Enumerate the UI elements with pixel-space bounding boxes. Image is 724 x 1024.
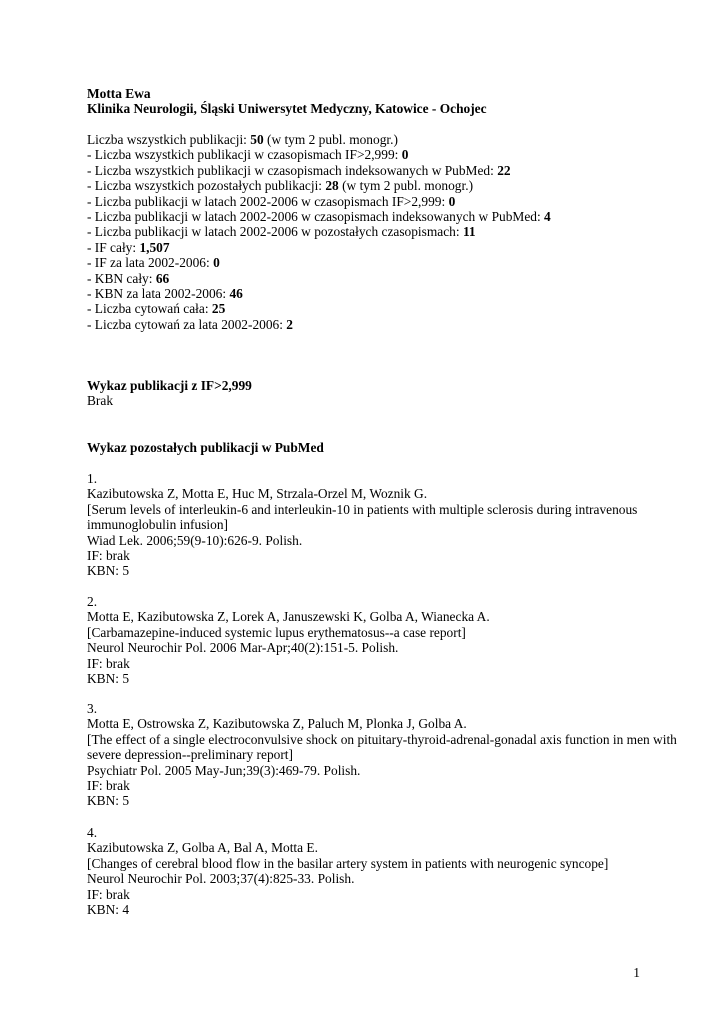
section-if-heading: Wykaz publikacji z IF>2,999 — [87, 378, 252, 393]
publication-if: IF: brak — [87, 886, 130, 902]
stat-line — [87, 286, 684, 301]
publication-item — [87, 594, 684, 686]
stat-line — [87, 301, 684, 316]
publication-authors: Kazibutowska Z, Motta E, Huc M, Strzala-Orzel M, Woznik G. — [87, 486, 428, 502]
stat-label: - Liczba cytowań cała: — [87, 301, 212, 317]
publication-item — [87, 825, 684, 917]
publication-journal: Neurol Neurochir Pol. 2003;37(4):825-33. Polish. — [87, 871, 355, 887]
publication-number: 2. — [87, 594, 98, 609]
stat-value: 4 — [544, 209, 551, 225]
stat-line — [87, 147, 684, 162]
publication-journal: Psychiatr Pol. 2005 May-Jun;39(3):469-79. Polish. — [87, 762, 361, 778]
author-name: Motta Ewa — [87, 86, 151, 101]
stat-line — [87, 224, 684, 239]
stat-line — [87, 132, 684, 147]
publication-authors: Motta E, Ostrowska Z, Kazibutowska Z, Paluch M, Plonka J, Golba A. — [87, 716, 467, 732]
author-header — [87, 86, 684, 117]
stat-line — [87, 240, 684, 255]
publication-journal: Neurol Neurochir Pol. 2006 Mar-Apr;40(2):151-5. Polish. — [87, 640, 399, 656]
stat-label: - Liczba publikacji w latach 2002-2006 w czasopismach indeksowanych w PubMed: — [87, 209, 545, 225]
stat-label: - Liczba cytowań za lata 2002-2006: — [87, 316, 287, 332]
stat-label: - IF cały: — [87, 239, 140, 255]
stat-value: 0 — [448, 193, 456, 209]
publication-authors: Kazibutowska Z, Golba A, Bal A, Motta E. — [87, 840, 318, 856]
section-if-body: Brak — [87, 393, 114, 409]
stat-line — [87, 209, 684, 224]
section-if — [87, 378, 684, 409]
publication-kbn: KBN: 5 — [87, 671, 130, 687]
publication-stats — [87, 132, 684, 332]
publication-kbn: KBN: 5 — [87, 793, 130, 809]
section-pubmed-heading-block — [87, 440, 684, 455]
stat-value: 1,507 — [139, 239, 170, 255]
publication-if: IF: brak — [87, 778, 130, 794]
publication-title: [Changes of cerebral blood flow in the basilar artery system in patients with neurogenic syncope] — [87, 855, 609, 871]
stat-label: - KBN cały: — [87, 270, 156, 286]
publication-item — [87, 471, 684, 579]
publication-number: 1. — [87, 471, 98, 486]
page-number: 1 — [633, 965, 640, 980]
stat-label: - KBN za lata 2002-2006: — [87, 286, 230, 302]
stat-suffix: (w tym 2 publ. monogr.) — [263, 132, 398, 147]
stat-line — [87, 163, 684, 178]
publication-kbn: KBN: 5 — [87, 563, 130, 579]
stat-label: - Liczba publikacji w latach 2002-2006 w pozostałych czasopismach: — [87, 224, 463, 240]
stat-value: 28 — [325, 178, 339, 194]
stat-line — [87, 178, 684, 193]
publication-item — [87, 701, 684, 809]
stat-value: 66 — [155, 270, 170, 286]
publication-number: 4. — [87, 825, 98, 840]
stat-line — [87, 255, 684, 270]
stat-value: 0 — [401, 147, 409, 163]
publication-authors: Motta E, Kazibutowska Z, Lorek A, Januszewski K, Golba A, Wianecka A. — [87, 609, 490, 625]
publication-journal: Wiad Lek. 2006;59(9-10):626-9. Polish. — [87, 532, 303, 548]
author-affiliation: Klinika Neurologii, Śląski Uniwersytet Medyczny, Katowice - Ochojec — [87, 101, 487, 117]
stat-label: Liczba wszystkich publikacji: — [87, 132, 251, 147]
stat-value: 46 — [229, 286, 243, 302]
stat-label: - Liczba publikacji w latach 2002-2006 w czasopismach IF>2,999: — [87, 193, 449, 209]
publication-if: IF: brak — [87, 548, 130, 564]
stat-label: - Liczba wszystkich publikacji w czasopismach IF>2,999: — [87, 147, 402, 163]
stat-value: 50 — [250, 132, 264, 147]
stat-label: - Liczba wszystkich publikacji w czasopismach indeksowanych w PubMed: — [87, 162, 498, 178]
stat-value: 25 — [211, 301, 226, 317]
stat-label: - IF za lata 2002-2006: — [87, 255, 214, 271]
publication-title: [Carbamazepine-induced systemic lupus erythematosus--a case report] — [87, 624, 466, 640]
stat-value: 0 — [213, 255, 220, 271]
stat-label: - Liczba wszystkich pozostałych publikacji: — [87, 178, 326, 194]
stat-line — [87, 194, 684, 209]
publication-kbn: KBN: 4 — [87, 902, 130, 918]
publication-title: [The effect of a single electroconvulsive shock on pituitary-thyroid-adrenal-gonadal axis function in men with severe depression--preliminary report] — [87, 731, 677, 763]
stat-suffix: (w tym 2 publ. monogr.) — [338, 178, 474, 194]
stat-value: 22 — [497, 162, 511, 178]
publication-title: [Serum levels of interleukin-6 and interleukin-10 in patients with multiple sclerosis during intravenous immunoglobulin infusion] — [87, 501, 638, 533]
stat-value: 2 — [286, 316, 293, 332]
stat-value: 11 — [462, 224, 476, 240]
section-pubmed-heading: Wykaz pozostałych publikacji w PubMed — [87, 440, 324, 455]
stat-line — [87, 317, 684, 332]
publication-if: IF: brak — [87, 655, 130, 671]
publication-number: 3. — [87, 701, 98, 716]
stat-line — [87, 271, 684, 286]
